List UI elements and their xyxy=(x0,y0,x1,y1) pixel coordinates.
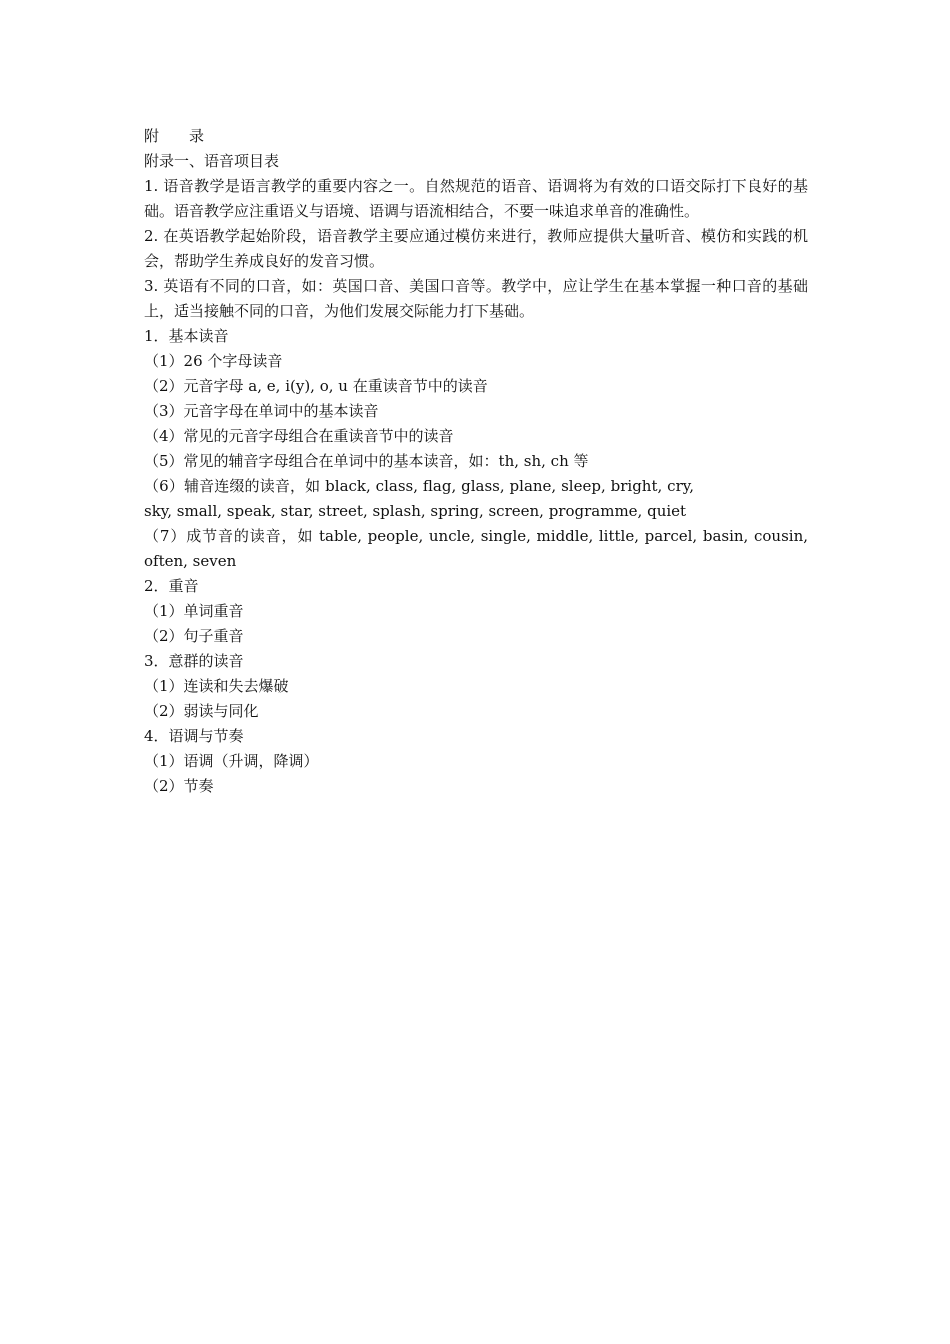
list-item: （5）常见的辅音字母组合在单词中的基本读音，如：th, sh, ch 等 xyxy=(144,452,589,470)
section-heading-stress: 2．重音 xyxy=(144,577,199,595)
intro-paragraph-3: 3. 英语有不同的口音，如：英国口音、美国口音等。教学中，应让学生在基本掌握一种口音的基础上，适当接触不同的口音，为他们发展交际能力打下基础。 xyxy=(144,277,808,320)
intro-paragraph-1: 1. 语音教学是语言教学的重要内容之一。自然规范的语音、语调将为有效的口语交际打下良好的基础。语音教学应注重语义与语境、语调与语流相结合，不要一味追求单音的准确性。 xyxy=(144,177,808,220)
intro-paragraph-2: 2. 在英语教学起始阶段，语音教学主要应通过模仿来进行，教师应提供大量听音、模仿和实践的机会，帮助学生养成良好的发音习惯。 xyxy=(144,227,808,270)
list-item: （1）语调（升调，降调） xyxy=(144,752,319,770)
section-heading-sense-group: 3．意群的读音 xyxy=(144,652,244,670)
list-item: （4）常见的元音字母组合在重读音节中的读音 xyxy=(144,427,454,445)
list-item: （3）元音字母在单词中的基本读音 xyxy=(144,402,379,420)
list-item: （6）辅音连缀的读音，如 black, class, flag, glass, plane, sleep, bright, cry, sky, small, speak, star, street, splash, spring, screen, programme, quiet xyxy=(144,477,694,520)
appendix-title: 附 录 xyxy=(144,127,205,145)
list-item: （7）成节音的读音，如 table, people, uncle, single, middle, little, parcel, basin, cousin, often, seven xyxy=(144,527,808,570)
section-heading-intonation-rhythm: 4．语调与节奏 xyxy=(144,727,244,745)
list-item: （1）连读和失去爆破 xyxy=(144,677,289,695)
list-item: （2）句子重音 xyxy=(144,627,244,645)
section-heading-basic-pronunciation: 1．基本读音 xyxy=(144,327,229,345)
list-item: （2）元音字母 a, e, i(y), o, u 在重读音节中的读音 xyxy=(144,377,488,395)
list-item: （1）单词重音 xyxy=(144,602,244,620)
document-body xyxy=(144,124,808,799)
list-item: （2）弱读与同化 xyxy=(144,702,259,720)
list-item: （2）节奏 xyxy=(144,777,214,795)
appendix-subtitle: 附录一、语音项目表 xyxy=(144,152,280,170)
list-item: （1）26 个字母读音 xyxy=(144,352,283,370)
